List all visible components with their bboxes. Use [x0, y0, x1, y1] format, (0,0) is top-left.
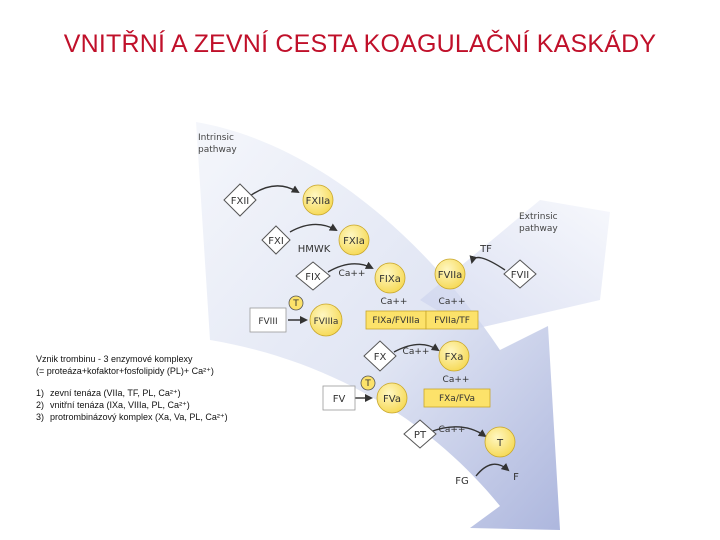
f-label: F [513, 472, 519, 483]
fxi-label: FXI [268, 236, 284, 247]
fvii-label: FVII [510, 270, 530, 281]
fviia-tf-label: FVIIa/TF [434, 316, 470, 326]
ca-fx-label: Ca++ [402, 347, 430, 357]
ca-fviia-label: Ca++ [438, 297, 466, 307]
fviiia-label: FVIIIa [313, 317, 339, 327]
fixa-label: FIXa [379, 274, 401, 285]
tf-label: TF [480, 244, 492, 255]
ca-fix-label: Ca++ [338, 269, 366, 279]
fx-label: FX [373, 352, 387, 363]
page-title: VNITŘNÍ A ZEVNÍ CESTA KOAGULAČNÍ KASKÁDY [63, 30, 657, 58]
notes-item-text: vnitřní tenáza (IXa, VIIIa, PL, Ca²⁺) [50, 400, 190, 410]
fva-label: FVa [383, 394, 401, 405]
notes-item-text: zevní tenáza (VIIa, TF, PL, Ca²⁺) [50, 388, 181, 398]
fxiia-label: FXIIa [305, 196, 331, 207]
hmwk-label: HMWK [297, 244, 331, 255]
fviia-label: FVIIa [437, 270, 463, 281]
t-lower-label: T [496, 438, 504, 449]
fxa-fva-label: FXa/FVa [438, 394, 476, 404]
notes-block [36, 353, 336, 423]
notes-item-number: 2) [36, 400, 45, 410]
notes-item-text: protrombinázový komplex (Xa, Va, PL, Ca²⁺) [50, 412, 228, 422]
t-middle-label: T [365, 379, 371, 389]
notes-item [36, 387, 336, 399]
notes-item-number: 1) [36, 388, 45, 398]
pt-label: PT [413, 430, 427, 441]
ca-fxa-label: Ca++ [442, 375, 470, 385]
fxa-label: FXa [444, 352, 464, 363]
intrinsic-pathway-label: Intrinsic pathway [198, 133, 237, 155]
fxii-label: FXII [230, 196, 250, 207]
fviii-label: FVIII [258, 317, 278, 327]
notes-intro-line1: Vznik trombinu - 3 enzymové komplexy [36, 354, 193, 364]
ca-fixa-label: Ca++ [380, 297, 408, 307]
fix-label: FIX [305, 272, 321, 283]
fv-label: FV [332, 394, 346, 405]
notes-item [36, 411, 336, 423]
fxia-label: FXIa [343, 236, 365, 247]
notes-item-number: 3) [36, 412, 45, 422]
notes-item [36, 399, 336, 411]
notes-intro-line2: (= proteáza+kofaktor+fosfolipidy (PL)+ Ca²⁺) [36, 366, 214, 376]
fg-label: FG [455, 476, 469, 487]
t-upper-label: T [293, 299, 299, 309]
ca-pt-label: Ca++ [438, 425, 466, 435]
extrinsic-pathway-label: Extrinsic pathway [519, 212, 558, 234]
fixa-fviiia-label: FIXa/FVIIIa [372, 316, 420, 326]
